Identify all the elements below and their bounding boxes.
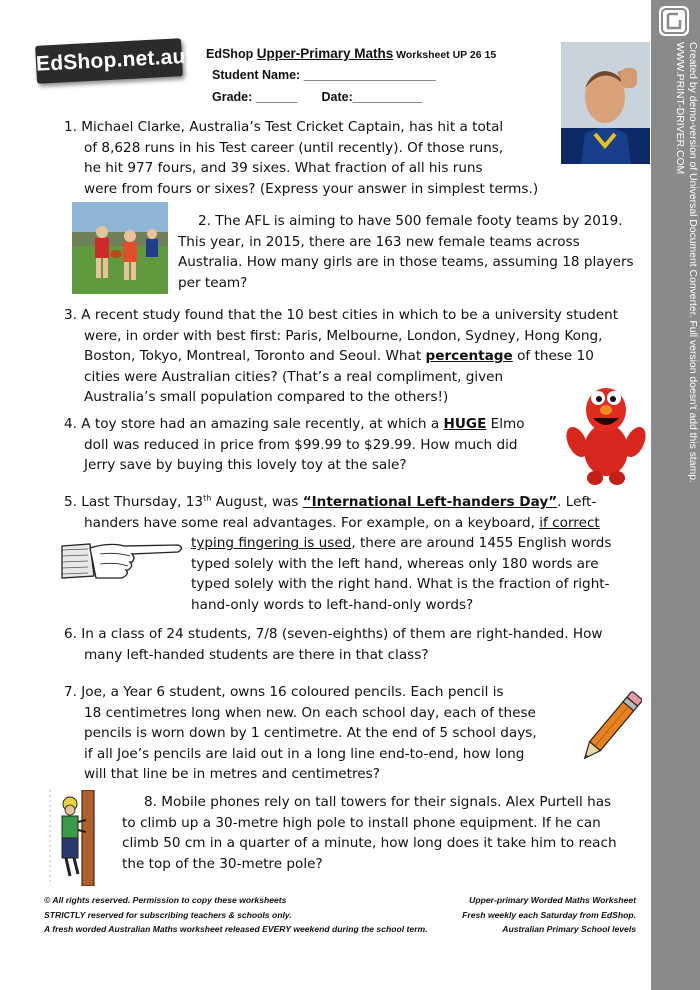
question-5-line: typed solely with the right hand. What is the fraction of right- <box>191 576 610 592</box>
question-5-line: typed solely with the left hand, whereas only 180 words are <box>191 555 599 572</box>
student-name-label: Student Name: <box>212 68 304 82</box>
ordinal-suffix: th <box>203 493 212 503</box>
question-3-line: cities were Australian cities? (That’s a real compliment, given <box>84 368 504 385</box>
question-6 <box>64 624 603 665</box>
question-6-line: 6. In a class of 24 students, 7/8 (seven-eighths) of them are right-handed. How <box>64 626 603 642</box>
pencil-image <box>580 684 642 770</box>
question-4-text: 4. A toy store had an amazing sale recently, at which a <box>64 416 444 432</box>
stamp-line-2: WWW.PRINT-DRIVER.COM <box>674 42 685 175</box>
question-5-line <box>64 533 612 554</box>
student-name-line[interactable]: ___________________ <box>303 68 436 82</box>
question-2 <box>178 211 634 293</box>
question-3-line: 3. A recent study found that the 10 best cities in which to be a university student <box>64 307 619 323</box>
question-3-text: Boston, Tokyo, Montreal, Toronto and Seoul. What <box>84 348 426 364</box>
question-5-text: August, was <box>211 494 303 510</box>
question-8-line: the top of the 30-metre pole? <box>122 855 323 872</box>
edshop-logo <box>35 38 187 84</box>
question-1-line: 1. Michael Clarke, Australia’s Test Cricket Captain, has hit a total <box>64 119 504 135</box>
question-3-text: of these 10 <box>512 348 594 364</box>
grade-line[interactable]: ______ <box>255 90 298 104</box>
elmo-doll-image <box>563 380 649 486</box>
worksheet-series: Upper-Primary Maths <box>256 46 394 61</box>
question-2-line: 2. The AFL is aiming to have 500 female footy teams by 2019. <box>198 213 623 229</box>
question-3 <box>64 305 618 408</box>
question-4-line: doll was reduced in price from $99.99 to $29.99. How much did <box>84 436 518 453</box>
question-7-line: pencils is worn down by 1 centimetre. At the end of 5 school days, <box>84 725 537 741</box>
percentage-keyword: percentage <box>425 348 513 364</box>
question-1-line: of 8,628 runs in his Test career (until recently). Of those runs, <box>84 139 504 156</box>
question-8-line: 8. Mobile phones rely on tall towers for their signals. Alex Purtell has <box>144 794 612 810</box>
date-label: Date: <box>321 90 353 104</box>
question-5-underlined: typing fingering is used <box>191 535 352 551</box>
question-3-line: were, in order with best first: Paris, Melbourne, London, Sydney, Hong Kong, <box>84 327 603 344</box>
question-5-text: , there are around 1455 English words <box>351 535 612 551</box>
converter-stamp-text <box>673 42 699 572</box>
footer-right-line: Fresh weekly each Saturday from EdShop. <box>462 909 636 920</box>
student-name-row <box>212 68 436 82</box>
question-2-line: per team? <box>178 274 248 291</box>
cricketer-photo <box>561 42 650 164</box>
grade-label: Grade: <box>212 90 256 104</box>
question-7-line: if all Joe’s pencils are laid out in a long line end-to-end, how long <box>84 745 525 762</box>
question-5-line: hand-only words to left-hand-only words? <box>191 596 474 613</box>
question-5-text: 5. Last Thursday, 13 <box>64 494 204 510</box>
question-3-line: Australia’s small population compared to the others!) <box>84 389 449 405</box>
question-4-text: Elmo <box>486 416 525 432</box>
brand-name: EdShop <box>206 47 257 61</box>
footer-info <box>446 893 636 937</box>
question-1-line: were from fours or sixes? (Express your answer in simplest terms.) <box>84 180 539 197</box>
footer-left-line: © All rights reserved. Permission to copy these worksheets <box>44 895 287 905</box>
worksheet-code: Worksheet UP 26 15 <box>393 49 497 61</box>
footer-right-line: Australian Primary School levels <box>502 924 636 934</box>
question-2-line: Australia. How many girls are in those teams, assuming 18 players <box>178 254 634 270</box>
question-4-line <box>64 414 525 435</box>
grade-date-row <box>212 90 422 104</box>
question-8-line: to climb up a 30-metre high pole to install phone equipment. If he can <box>122 814 601 831</box>
question-6-line: many left-handed students are there in that class? <box>84 646 429 663</box>
logo-text: EdShop.net.au <box>35 45 187 76</box>
footer-left-line: STRICTLY reserved for subscribing teachers & schools only. <box>44 909 292 920</box>
question-5-text: . Left- <box>557 494 597 510</box>
question-5 <box>64 492 612 615</box>
huge-keyword: HUGE <box>443 416 487 432</box>
question-8-line: climb 50 cm in a quarter of a minute, how long does it take him to reach <box>122 835 617 851</box>
left-handers-day-title: “International Left-handers Day” <box>302 494 558 510</box>
question-8 <box>122 792 617 874</box>
question-5-underlined: if correct <box>539 514 600 531</box>
question-5-line <box>64 513 612 534</box>
question-5-text: handers have some real advantages. For example, on a keyboard, <box>84 514 540 531</box>
date-line[interactable]: __________ <box>352 90 423 104</box>
question-1-line: he hit 977 fours, and 39 sixes. What fraction of all his runs <box>84 160 483 176</box>
question-5-line <box>64 492 612 513</box>
footer-left-line: A fresh worded Australian Maths worksheet released EVERY weekend during the school term. <box>44 924 428 934</box>
question-2-line: This year, in 2015, there are 163 new female teams across <box>178 233 580 250</box>
question-7 <box>64 682 537 785</box>
worksheet-title <box>206 46 496 61</box>
afl-footy-photo <box>72 202 168 294</box>
question-7-line: 7. Joe, a Year 6 student, owns 16 coloured pencils. Each pencil is <box>64 684 504 700</box>
question-4 <box>64 414 525 476</box>
stamp-line-1: Created by demo-version of Universal Document Converter. Full version doesn't add this stamp. <box>687 42 698 483</box>
footer-copyright <box>44 893 427 937</box>
footer-right-line: Upper-primary Worded Maths Worksheet <box>469 895 636 905</box>
question-3-line <box>64 346 618 367</box>
question-7-line: will that line be in metres and centimetres? <box>84 766 380 782</box>
question-7-line: 18 centimetres long when new. On each school day, each of these <box>84 704 536 721</box>
converter-logo-icon <box>659 6 689 36</box>
question-4-line: Jerry save by buying this lovely toy at the sale? <box>84 457 407 473</box>
question-1 <box>64 117 538 199</box>
pole-climber-image <box>48 790 108 886</box>
